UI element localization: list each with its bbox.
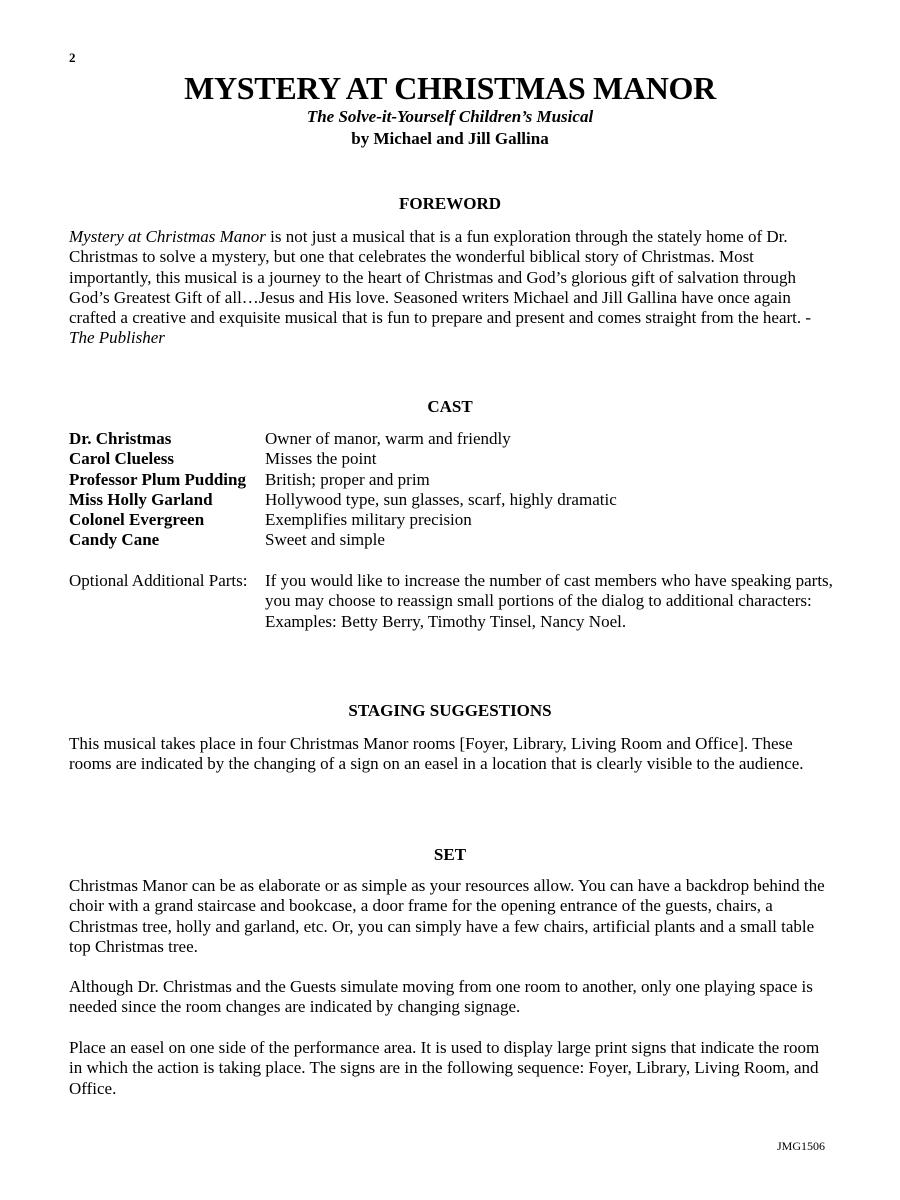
set-heading: SET (433, 845, 467, 864)
foreword-paragraph (69, 227, 834, 349)
set-paragraph-3: Place an easel on one side of the performance area. It is used to display large print signs that indicate the room in which the action is taking place. The signs are in the following sequence: Foyer, Library, Living Room, and Office. (69, 1038, 820, 1098)
cast-description: British; proper and prim (265, 469, 430, 489)
cast-description: Sweet and simple (265, 530, 385, 550)
set-paragraph-1: Christmas Manor can be as elaborate or as simple as your resources allow. You can have a backdrop behind the choir with a grand staircase and bookcase, a door frame for the opening entrance of the guests, chairs, a Christmas tree, holly and garland, etc. Or, you can simply have a few chairs, artificial plants and a small table top Christmas tree. (69, 876, 825, 956)
cast-description: Misses the point (265, 449, 377, 469)
cast-row (69, 429, 617, 449)
cast-row (69, 490, 617, 510)
optional-parts-text: If you would like to increase the number of cast members who have speaking parts, you may choose to reassign small portions of the dialog to additional characters: Examples: Betty Berry, Timothy Tinsel, Nancy Noel. (265, 571, 833, 631)
cast-description: Hollywood type, sun glasses, scarf, highly dramatic (265, 489, 617, 509)
cast-list (69, 429, 617, 551)
cast-name: Miss Holly Garland (69, 489, 213, 509)
optional-parts (69, 571, 835, 632)
cast-name: Colonel Evergreen (69, 510, 205, 530)
cast-name: Dr. Christmas (69, 429, 172, 448)
cast-description: Exemplifies military precision (265, 510, 472, 530)
staging-heading: STAGING SUGGESTIONS (348, 701, 552, 720)
cast-name: Candy Cane (69, 530, 160, 550)
cast-name: Carol Clueless (69, 449, 174, 469)
staging-paragraph: This musical takes place in four Christmas Manor rooms [Foyer, Library, Living Room and Office]. These rooms are indicated by the changing of a sign on an easel in a location that is clearly visible to the audience. (69, 734, 804, 774)
optional-parts-label: Optional Additional Parts: (69, 571, 248, 590)
cast-row (69, 530, 617, 550)
cast-description: Owner of manor, warm and friendly (265, 429, 511, 448)
byline: by Michael and Jill Gallina (351, 129, 549, 148)
foreword-heading: FOREWORD (399, 194, 501, 213)
footer-code: JMG1506 (777, 1139, 826, 1153)
page-number: 2 (69, 50, 76, 65)
subtitle: The Solve-it-Yourself Children’s Musical (306, 107, 594, 126)
cast-row (69, 510, 617, 530)
cast-row (69, 470, 617, 490)
foreword-signature: -The Publisher (69, 308, 812, 348)
cast-row (69, 449, 617, 469)
cast-heading: CAST (427, 397, 473, 416)
page-title: MYSTERY AT CHRISTMAS MANOR (184, 70, 716, 106)
foreword-title-italic: Mystery at Christmas Manor (69, 227, 266, 246)
cast-name: Professor Plum Pudding (69, 469, 246, 489)
foreword-text: is not just a musical that is a fun exploration through the stately home of Dr. Christmas to solve a mystery, but one that celebrates the wonderful biblical story of Christmas. Most importantly, this musical is a journey to the heart of Christmas and God’s glorious gift of salvation through God’s Greatest Gift of all…Jesus and His love. Seasoned writers Michael and Jill Gallina have once again crafted a creative and exquisite musical that is fun to prepare and present and comes straight from the heart. (69, 227, 806, 328)
set-paragraph-2: Although Dr. Christmas and the Guests simulate moving from one room to another, only one playing space is needed since the room changes are indicated by changing signage. (69, 977, 813, 1017)
